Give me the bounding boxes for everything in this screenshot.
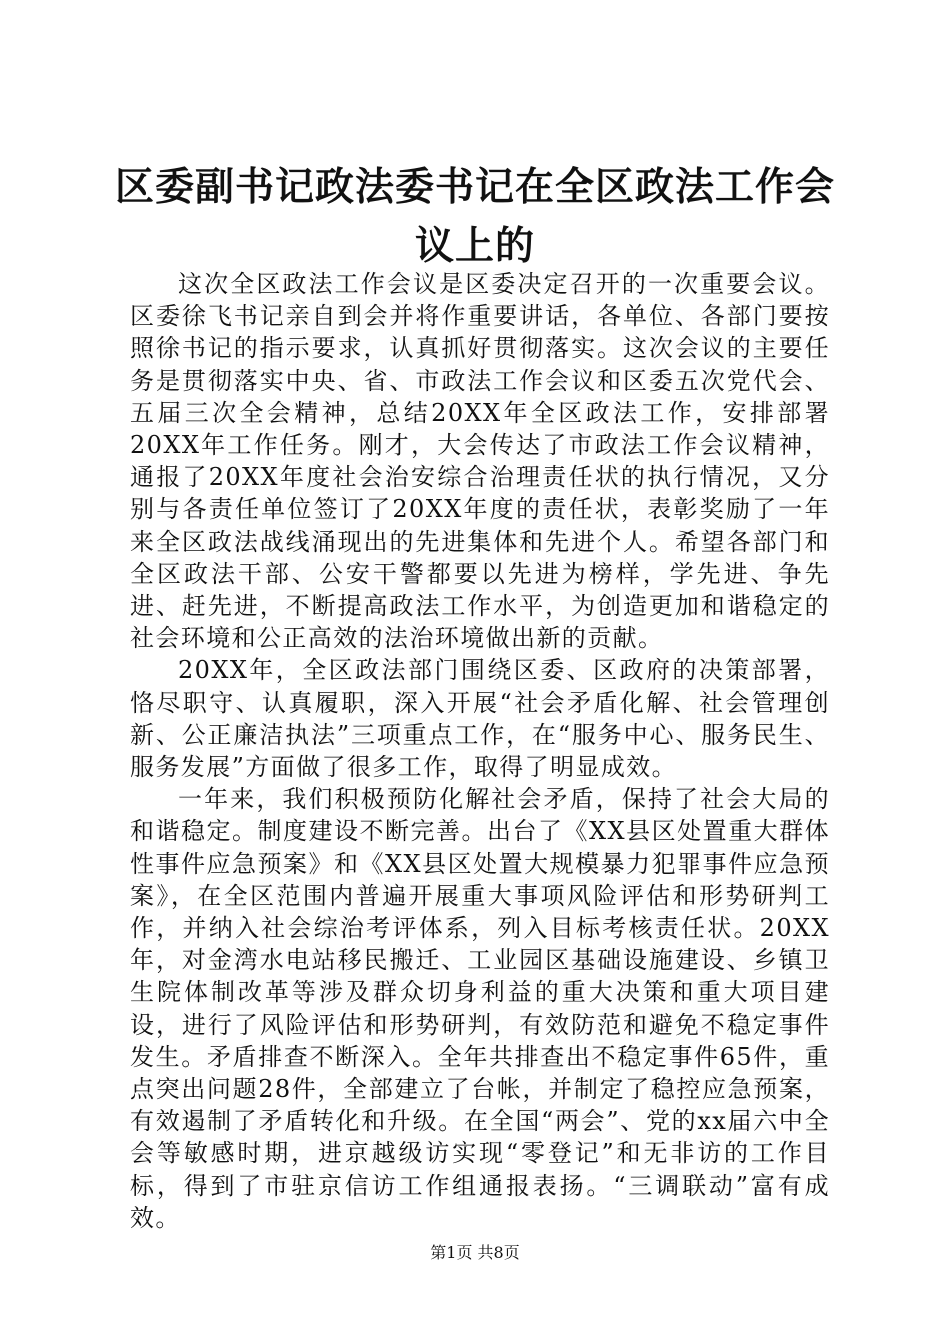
paragraph-3: 一年来，我们积极预防化解社会矛盾，保持了社会大局的和谐稳定。制度建设不断完善。出台了《XX县区处置重大群体性事件应急预案》和《XX县区处置大规模暴力犯罪事件应急预案》，在全区范围内普遍开展重大事项风险评估和形势研判工作，并纳入社会综治考评体系，列入目标考核责任状。20XX年，对金湾水电站移民搬迁、工业园区基础设施建设、乡镇卫生院体制改革等涉及群众切身利益的重大决策和重大项目建设，进行了风险评估和形势研判，有效防范和避免不稳定事件发生。矛盾排查不断深入。全年共排查出不稳定事件65件，重点突出问题28件，全部建立了台帐，并制定了稳控应急预案，有效遏制了矛盾转化和升级。在全国“两会”、党的xx届六中全会等敏感时期，进京越级访实现“零登记”和无非访的工作目标，得到了市驻京信访工作组通报表扬。“三调联动”富有成效。 [130,785,830,1232]
document-title: 区委副书记政法委书记在全区政法工作会议上的 [114,164,835,269]
document-body [130,268,830,1234]
page-footer: 第1页 共8页 [430,1243,520,1262]
paragraph-1: 这次全区政法工作会议是区委决定召开的一次重要会议。区委徐飞书记亲自到会并将作重要讲话，各单位、各部门要按照徐书记的指示要求，认真抓好贯彻落实。这次会议的主要任务是贯彻落实中央、省、市政法工作会议和区委五次党代会、五届三次全会精神，总结20XX年全区政法工作，安排部署20XX年工作任务。刚才，大会传达了市政法工作会议精神，通报了20XX年度社会治安综合治理责任状的执行情况，又分别与各责任单位签订了20XX年度的责任状，表彰奖励了一年来全区政法战线涌现出的先进集体和先进个人。希望各部门和全区政法干部、公安干警都要以先进为榜样，学先进、争先进、赶先进，不断提高政法工作水平，为创造更加和谐稳定的社会环境和公正高效的法治环境做出新的贡献。 [130,270,830,653]
paragraph-2: 20XX年，全区政法部门围绕区委、区政府的决策部署，恪尽职守、认真履职，深入开展“社会矛盾化解、社会管理创新、公正廉洁执法”三项重点工作，在“服务中心、服务民生、服务发展”方面做了很多工作，取得了明显成效。 [130,656,830,782]
